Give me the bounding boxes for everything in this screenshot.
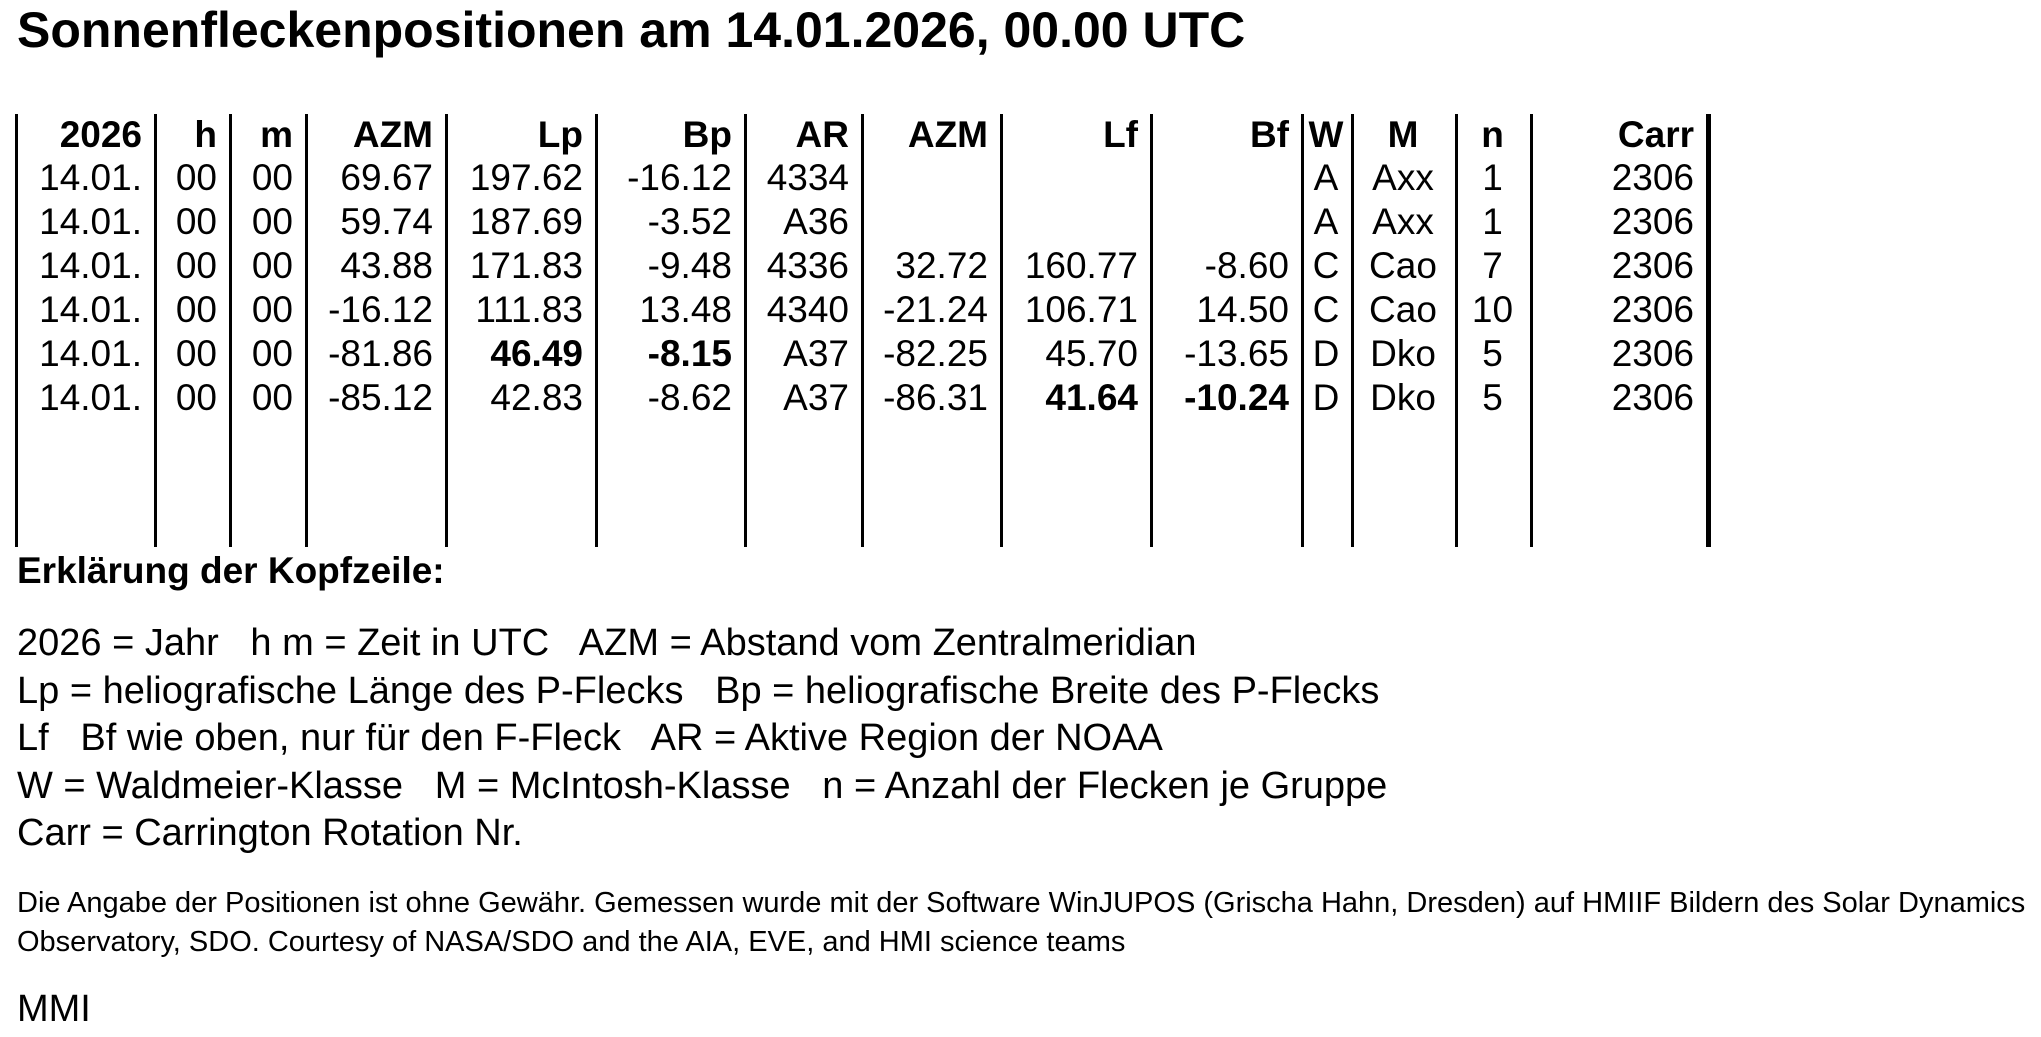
page-title: Sonnenfleckenpositionen am 14.01.2026, 00.00 UTC	[17, 2, 1246, 58]
cell-azm-f: -86.31	[883, 377, 988, 418]
cell-minute: 00	[251, 245, 293, 286]
cell-carr: 2306	[1611, 289, 1694, 330]
cell-w: D	[1312, 333, 1340, 374]
cell-azm-p: 59.74	[340, 201, 433, 242]
cell-hour: 00	[175, 377, 217, 418]
cell-azm-p: -85.12	[328, 377, 433, 418]
cell-ar: 4334	[766, 157, 849, 198]
header-m: M	[1387, 114, 1419, 155]
cell-bf	[1150, 200, 1301, 244]
cell-date: 14.01.	[39, 289, 142, 330]
cell-carr: 2306	[1611, 377, 1694, 418]
sunspot-table-area	[15, 114, 1712, 547]
cell-minute: 00	[251, 333, 293, 374]
cell-m: Dko	[1370, 333, 1436, 374]
cell-hour: 00	[175, 157, 217, 198]
cell-lp: 111.83	[475, 289, 583, 330]
sunspot-positions-table	[15, 114, 1706, 420]
cell-w: C	[1312, 289, 1340, 330]
cell-lp: 197.62	[469, 157, 583, 198]
cell-lp: 187.69	[469, 201, 583, 242]
cell-azm-p: 69.67	[340, 157, 433, 198]
header-hour: h	[194, 114, 217, 155]
cell-carr: 2306	[1611, 333, 1694, 374]
cell-m: Cao	[1369, 289, 1437, 330]
legend-line: W = Waldmeier-Klasse M = McIntosh-Klasse n = Anzahl der Flecken je Gruppe	[17, 764, 1388, 807]
header-w: W	[1308, 114, 1344, 155]
cell-ar: A36	[783, 201, 849, 242]
cell-w: D	[1312, 377, 1340, 418]
header-bf: Bf	[1249, 114, 1289, 155]
cell-azm-p: 43.88	[340, 245, 433, 286]
cell-bp: -8.15	[647, 333, 732, 374]
cell-m: Dko	[1370, 377, 1436, 418]
cell-hour: 00	[175, 201, 217, 242]
header-bp: Bp	[682, 114, 732, 155]
cell-bf	[1150, 156, 1301, 200]
table-row	[15, 332, 1706, 376]
cell-bf: -8.60	[1204, 245, 1289, 286]
table-row	[15, 288, 1706, 332]
header-n: n	[1481, 114, 1504, 155]
cell-w: C	[1312, 245, 1340, 286]
header-azm-f: AZM	[907, 114, 988, 155]
legend-line: 2026 = Jahr h m = Zeit in UTC AZM = Abstand vom Zentralmeridian	[17, 622, 1197, 664]
header-carr: Carr	[1617, 114, 1694, 155]
cell-date: 14.01.	[39, 333, 142, 374]
cell-ar: 4336	[766, 245, 849, 286]
header-azm-p: AZM	[352, 114, 433, 155]
legend-heading: Erklärung der Kopfzeile:	[17, 550, 445, 591]
table-row	[15, 156, 1706, 200]
table-row	[15, 244, 1706, 288]
legend-line: Lp = heliografische Länge des P-Flecks Bp = heliografische Breite des P-Flecks	[17, 669, 1380, 712]
cell-ar: A37	[783, 333, 849, 374]
header-minute: m	[260, 114, 293, 155]
table-row	[15, 200, 1706, 244]
cell-bf: -13.65	[1184, 333, 1289, 374]
cell-minute: 00	[251, 377, 293, 418]
cell-hour: 00	[175, 333, 217, 374]
cell-date: 14.01.	[39, 245, 142, 286]
cell-date: 14.01.	[39, 201, 142, 242]
cell-lp: 171.83	[469, 245, 583, 286]
cell-hour: 00	[175, 245, 217, 286]
signature: MMI	[17, 988, 91, 1030]
header-lf: Lf	[1103, 114, 1138, 155]
cell-azm-f: -82.25	[883, 333, 988, 374]
cell-azm-f	[861, 156, 1000, 200]
cell-n: 1	[1482, 157, 1503, 198]
cell-ar: A37	[783, 377, 849, 418]
cell-carr: 2306	[1611, 245, 1694, 286]
cell-bf: -10.24	[1184, 377, 1289, 418]
cell-lf: 106.71	[1024, 289, 1138, 330]
cell-hour: 00	[175, 289, 217, 330]
cell-n: 1	[1482, 201, 1503, 242]
header-ar: AR	[795, 114, 849, 155]
cell-bp: -16.12	[627, 157, 732, 198]
cell-w: A	[1313, 201, 1339, 242]
cell-ar: 4340	[766, 289, 849, 330]
cell-azm-f: -21.24	[883, 289, 988, 330]
cell-bp: -9.48	[647, 245, 732, 286]
cell-m: Cao	[1369, 245, 1437, 286]
cell-bp: 13.48	[639, 289, 732, 330]
cell-n: 7	[1482, 245, 1503, 286]
cell-azm-p: -16.12	[328, 289, 433, 330]
cell-minute: 00	[251, 289, 293, 330]
table-body	[15, 156, 1706, 420]
cell-lf	[1000, 156, 1150, 200]
cell-lf	[1000, 200, 1150, 244]
cell-w: A	[1313, 157, 1339, 198]
cell-lp: 46.49	[490, 333, 583, 374]
cell-m: Axx	[1372, 157, 1434, 198]
legend-list	[17, 620, 1387, 858]
header-date: 2026	[59, 114, 142, 155]
cell-carr: 2306	[1611, 157, 1694, 198]
cell-n: 10	[1471, 289, 1514, 330]
table-header-row	[15, 114, 1706, 156]
table-right-border	[1706, 114, 1711, 547]
cell-bp: -8.62	[647, 377, 732, 418]
legend-line: Carr = Carrington Rotation Nr.	[17, 812, 523, 854]
cell-date: 14.01.	[39, 157, 142, 198]
cell-bp: -3.52	[647, 201, 732, 242]
legend-line: Lf Bf wie oben, nur für den F-Fleck AR = Aktive Region der NOAA	[17, 717, 1163, 759]
cell-lp: 42.83	[490, 377, 583, 418]
cell-azm-p: -81.86	[328, 333, 433, 374]
cell-lf: 41.64	[1045, 377, 1138, 418]
cell-date: 14.01.	[39, 377, 142, 418]
cell-lf: 45.70	[1045, 333, 1138, 374]
cell-minute: 00	[251, 201, 293, 242]
cell-m: Axx	[1372, 201, 1434, 242]
cell-lf: 160.77	[1024, 245, 1138, 286]
cell-azm-f: 32.72	[895, 245, 988, 286]
cell-bf: 14.50	[1196, 289, 1289, 330]
cell-carr: 2306	[1611, 201, 1694, 242]
header-lp: Lp	[537, 114, 583, 155]
cell-n: 5	[1482, 333, 1503, 374]
disclaimer-text: Die Angabe der Positionen ist ohne Gewähr. Gemessen wurde mit der Software WinJUPOS (Grischa Hahn, Dresden) auf HMIIF Bildern des Solar Dynamics Observatory, SDO. Courtesy of NASA/SDO and the AIA, EVE, and HMI science teams	[17, 887, 2026, 958]
cell-azm-f	[861, 200, 1000, 244]
table-row	[15, 376, 1706, 420]
cell-minute: 00	[251, 157, 293, 198]
cell-n: 5	[1482, 377, 1503, 418]
